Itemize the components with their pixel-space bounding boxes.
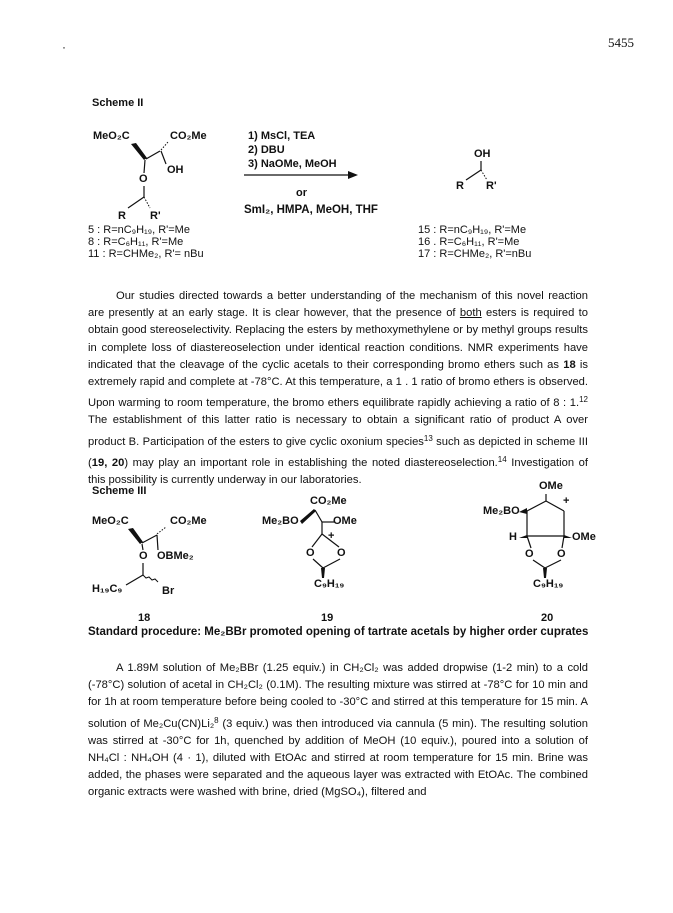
c19-ome: OMe: [333, 515, 357, 527]
c19-plus: +: [328, 530, 335, 542]
c19-c9h19: C₉H₁₉: [314, 578, 345, 590]
scheme-ii-product-rprime: R': [486, 180, 497, 192]
c18-obme2: OBMe₂: [157, 550, 194, 562]
c19-o-left: O: [306, 547, 315, 559]
scheme-ii-ester-right: CO₂Me: [170, 130, 207, 142]
scheme-ii-cond-3: 3) NaOMe, MeOH: [248, 158, 337, 170]
procedure-heading: Standard procedure: Me₂BBr promoted opening of tartrate acetals by higher order cuprates: [88, 626, 589, 638]
page-number: 5455: [608, 35, 634, 50]
c20-plus: +: [563, 495, 570, 507]
c19-me2bo: Me₂BO: [262, 515, 299, 527]
c20-h: H: [509, 531, 517, 543]
discussion-paragraph: Our studies directed towards a better understanding of the mechanism of this novel reaction are presently at an early stage. It is clear however, that the presence of both esters is required to obtain good stereoselectivity. Replacing the esters by methoxymethylene or by methyl groups results in complete loss of diastereoselection under identical reaction conditions. NMR experiments have indicated that the cleavage of the cyclic acetals to their corresponding bromo ethers such as 18 is extremely rapid and complete at -78°C. At this temperature, a 1 . 1 ratio of bromo ethers is observed. Upon warming to room temperature, the bromo ethers equilibrate rapidly achieving a ratio of 8 : 1.12 The establishment of this latter ratio is necessary to obtain a significant ratio of product A over product B. Participation of the esters to give cyclic oxonium species$^{13}$ such as depicted in scheme III (19, 20) may play an important role in establishing the noted diastereoselection.$^{14}$ Investigation of this possibility is currently underway in our laboratories.: [88, 290, 589, 487]
compound-ref-18: 18: [563, 358, 576, 371]
scheme-ii-oh: OH: [167, 164, 184, 176]
product-15: 15 : R=nC₉H₁₉, R'=Me: [418, 224, 527, 236]
scheme-ii-product-r: R: [456, 180, 464, 192]
ref-8: 8: [214, 715, 219, 725]
procedure-paragraph: A 1.89M solution of Me₂BBr (1.25 equiv.) in CH₂Cl₂ was added dropwise (1-2 min) to a cold (-78°C) solution of acetal in CH₂Cl₂ (0.1M). The resulting mixture was stirred at -78°C for 10 min and for 1h at room temperature before being cooled to -30°C and stirred at this temperature for 15 min. A solution of Me₂Cu(CN)Li₂$^8$ (3 equiv.) was then introduced via cannula (5 min). The resulting solution was stirred at -30°C for 1h, quenched by addition of MeOH (10 equiv.), poured into a solution of NH₄Cl : NH₄OH (4 · 1), diluted with EtOAc and stirred at room temperature for 15 min. Brine was added, the phases were separated and the aqueous layer was extracted with EtOAc. The combined organic extracts were washed with brine, dried (MgSO₄), filtered and: [88, 662, 588, 799]
c19-co2me: CO₂Me: [310, 495, 347, 507]
scheme-ii-or: or: [296, 187, 307, 199]
c20-c9h19: C₉H₁₉: [533, 578, 564, 590]
ref-12: 12: [579, 395, 588, 405]
scheme-ii-ester-left: MeO₂C: [93, 130, 130, 142]
scheme-ii-cond-1: 1) MsCl, TEA: [248, 130, 316, 142]
c19-o-right: O: [337, 547, 346, 559]
compound-ref-20: 20: [111, 456, 125, 469]
emphasis-both: both: [459, 307, 482, 320]
c18-o: O: [139, 550, 148, 562]
substrate-11: 11 : R=CHMe₂, R'= nBu: [88, 248, 204, 260]
scheme-ii-cond-alt: SmI₂, HMPA, MeOH, THF: [244, 204, 378, 216]
c18-label: 18: [138, 612, 151, 624]
substrate-5: 5 : R=nC₉H₁₉, R'=Me: [88, 224, 190, 236]
c20-ome: OMe: [572, 531, 596, 543]
product-16: 16 . R=C₆H₁₁, R'=Me: [418, 236, 520, 248]
scheme-ii-title: Scheme II: [92, 97, 144, 109]
ref-13: 13: [423, 433, 433, 443]
scheme-ii-cond-2: 2) DBU: [248, 144, 285, 156]
substrate-8: 8 : R=C₆H₁₁, R'=Me: [88, 236, 184, 248]
compound-ref-19: 19: [91, 456, 105, 469]
c20-o-right: O: [557, 548, 566, 560]
scheme-ii-rprime: R': [150, 210, 161, 222]
c20-ome-top: OMe: [539, 480, 563, 492]
c20-me2bo: Me₂BO: [483, 505, 520, 517]
product-17: 17 : R=CHMe₂, R'=nBu: [418, 248, 532, 260]
scheme-ii-o: O: [139, 173, 148, 185]
ref-14: 14: [497, 454, 507, 464]
c20-o-left: O: [525, 548, 534, 560]
c18-ester-left: MeO₂C: [92, 515, 129, 527]
c18-br: Br: [162, 585, 175, 597]
scheme-iii-title: Scheme III: [92, 485, 147, 497]
scheme-ii-r: R: [118, 210, 126, 222]
c19-label: 19: [321, 612, 334, 624]
c18-ester-right: CO₂Me: [170, 515, 207, 527]
c20-label: 20: [541, 612, 554, 624]
c18-h19c9: H₁₉C₉: [92, 583, 123, 595]
scheme-ii-product-oh: OH: [474, 148, 491, 160]
stray-mark: ·: [62, 40, 66, 54]
